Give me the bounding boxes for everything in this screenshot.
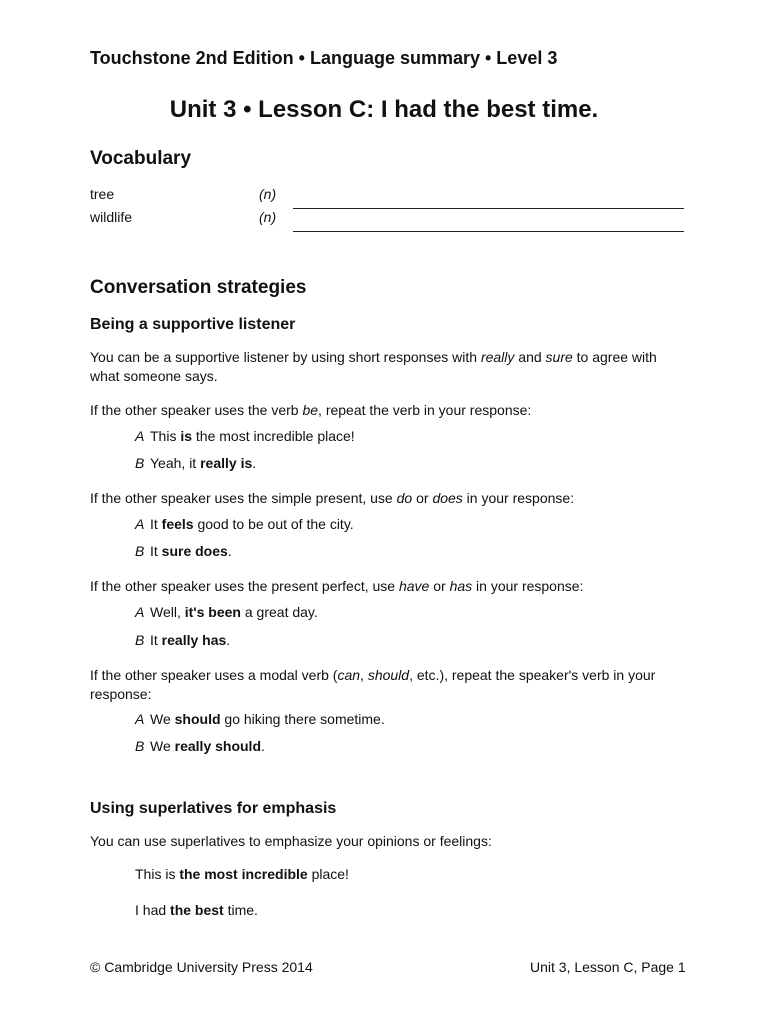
page-title: Unit 3 • Lesson C: I had the best time. bbox=[169, 96, 599, 123]
example-line: A We should go hiking there sometime. bbox=[135, 711, 385, 727]
vocab-answer-line bbox=[293, 208, 684, 209]
conversation-strategies-heading: Conversation strategies bbox=[90, 277, 307, 298]
vocab-pos: (n) bbox=[259, 186, 277, 202]
rule-simple-present: If the other speaker uses the simple present, use do or does in your response: bbox=[90, 490, 575, 506]
vocab-word: tree bbox=[90, 186, 115, 202]
superlatives-intro: You can use superlatives to emphasize your opinions or feelings: bbox=[90, 833, 492, 849]
example-line: A This is the most incredible place! bbox=[135, 428, 355, 444]
example-line: A Well, it's been a great day. bbox=[135, 604, 318, 620]
page-footer: Unit 3, Lesson C, Page 1 bbox=[530, 959, 686, 975]
rule-modal-verb: If the other speaker uses a modal verb (can, should, etc.), repeat the speaker's verb in your response: bbox=[90, 667, 656, 702]
example-line: B It sure does. bbox=[135, 543, 232, 559]
superlative-example: This is the most incredible place! bbox=[135, 866, 349, 882]
rule-be: If the other speaker uses the verb be, repeat the verb in your response: bbox=[90, 402, 532, 418]
copyright-footer: © Cambridge University Press 2014 bbox=[90, 959, 313, 975]
vocab-answer-line bbox=[293, 231, 684, 232]
vocab-word: wildlife bbox=[90, 209, 133, 225]
supportive-listener-heading: Being a supportive listener bbox=[90, 316, 296, 333]
vocabulary-heading: Vocabulary bbox=[90, 148, 192, 169]
superlative-example: I had the best time. bbox=[135, 902, 258, 918]
example-line: B It really has. bbox=[135, 632, 231, 648]
example-line: B Yeah, it really is. bbox=[135, 455, 257, 471]
document-header: Touchstone 2nd Edition • Language summary • Level 3 bbox=[90, 48, 558, 68]
example-line: A It feels good to be out of the city. bbox=[135, 516, 354, 532]
example-line: B We really should. bbox=[135, 738, 265, 754]
vocab-pos: (n) bbox=[259, 209, 277, 225]
supportive-intro: You can be a supportive listener by using short responses with really and sure to agree with what someone says. bbox=[90, 349, 657, 384]
superlatives-heading: Using superlatives for emphasis bbox=[90, 800, 337, 817]
rule-present-perfect: If the other speaker uses the present perfect, use have or has in your response: bbox=[90, 578, 584, 594]
